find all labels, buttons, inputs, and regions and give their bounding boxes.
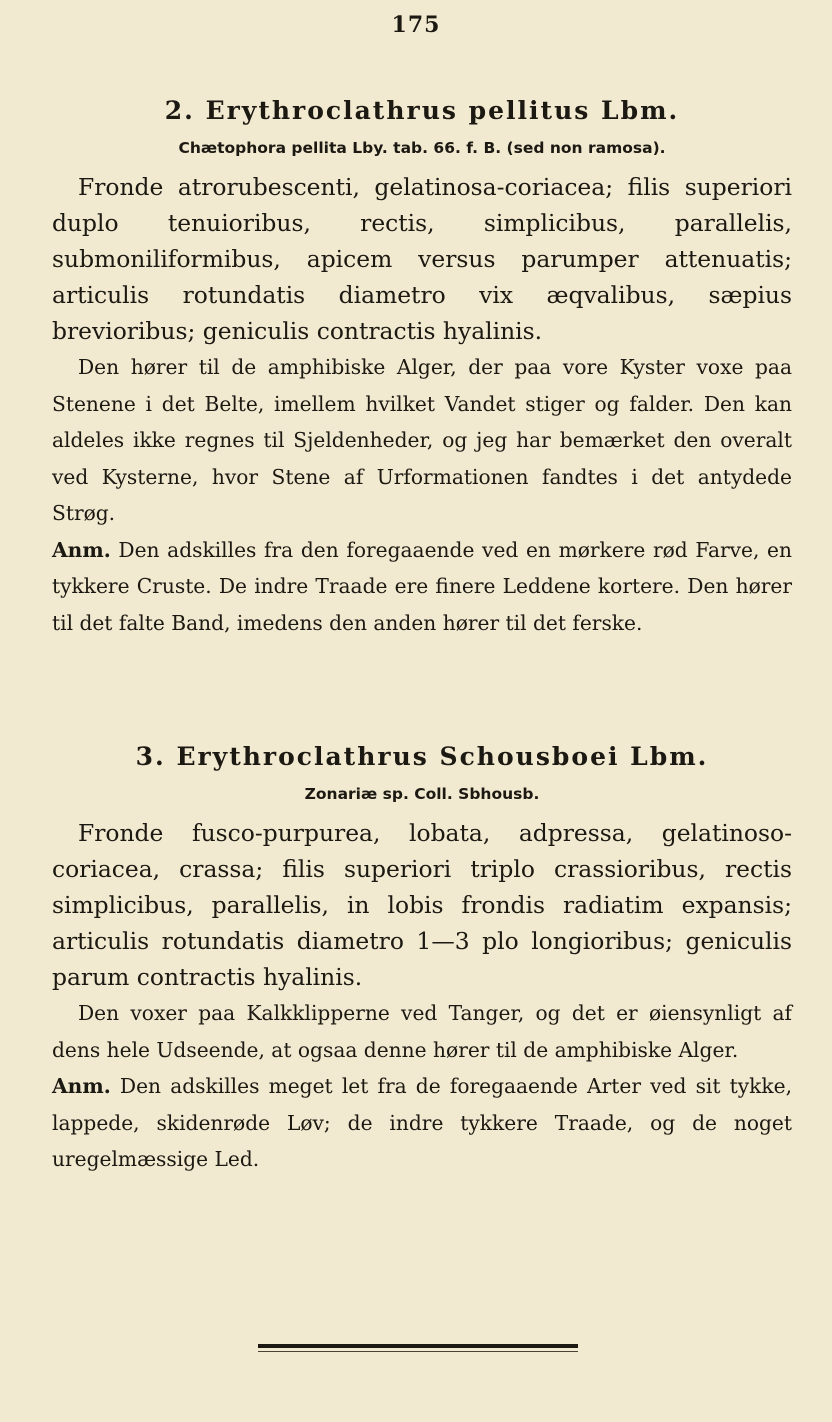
species-synonym: Zonariæ sp. Coll. Sbhousb. — [304, 785, 540, 803]
remark-text: Den adskilles fra den foregaaende ved en mørkere rød Farve, en tykkere Cruste. De indre Traade ere finere Leddene kortere. Den hører til det falte Band, imedens den anden hører til det ferske. — [52, 537, 792, 635]
remark-paragraph — [52, 1068, 792, 1178]
species-name: Erythroclathrus pellitus Lbm. — [205, 96, 680, 125]
species-title — [52, 96, 792, 125]
remark-label: Anm. — [52, 537, 111, 562]
page-number: 175 — [391, 12, 441, 38]
latin-description — [52, 169, 792, 349]
species-number: 3. — [135, 742, 166, 771]
remark-paragraph — [52, 532, 792, 642]
latin-description — [52, 815, 792, 995]
latin-description-text: Fronde fusco-purpurea, lobata, adpressa, gelatinoso-coriacea, crassa; filis superiori triplo crassioribus, rectis simplicibus, parallelis, in lobis frondis radiatim expansis; articulis rotundatis diametro 1—3 plo longioribus; geniculis parum contractis hyalinis. — [52, 819, 792, 991]
footer-rule — [258, 1344, 578, 1348]
latin-description-text: Fronde atrorubescenti, gelatinosa-coriacea; filis superiori duplo tenuioribus, rectis, simplicibus, parallelis, submoniliformibus, apicem versus parumper attenuatis; articulis rotundatis diametro vix æqvalibus, sæpius brevioribus; geniculis contractis hyalinis. — [52, 173, 792, 345]
remark-label: Anm. — [52, 1074, 111, 1098]
species-entry-3 — [52, 742, 792, 1178]
danish-commentary — [52, 349, 792, 641]
species-synonym: Chætophora pellita Lby. tab. 66. f. B. (sed non ramosa). — [178, 139, 666, 157]
danish-text: Den hører til de amphibiske Alger, der paa vore Kyster voxe paa Stenene i det Belte, imellem hvilket Vandet stiger og falder. Den kan aldeles ikke regnes til Sjeldenheder, og jeg har bemærket den overalt ved Kysterne, hvor Stene af Urformationen fandtes i det antydede Strøg. — [52, 355, 792, 525]
danish-text: Den voxer paa Kalkklipperne ved Tanger, og det er øiensynligt af dens hele Udseende, at ogsaa denne hører til de amphibiske Alger. — [52, 1001, 792, 1062]
footer-rule-thin — [258, 1351, 578, 1352]
danish-commentary — [52, 995, 792, 1178]
species-name: Erythroclathrus Schousboei Lbm. — [176, 742, 709, 771]
species-number: 2. — [164, 96, 195, 125]
species-entry-2 — [52, 96, 792, 641]
remark-text: Den adskilles meget let fra de foregaaende Arter ved sit tykke, lappede, skidenrøde Løv; de indre tykkere Traade, og de noget uregelmæssige Led. — [52, 1074, 793, 1171]
species-title — [52, 742, 792, 771]
